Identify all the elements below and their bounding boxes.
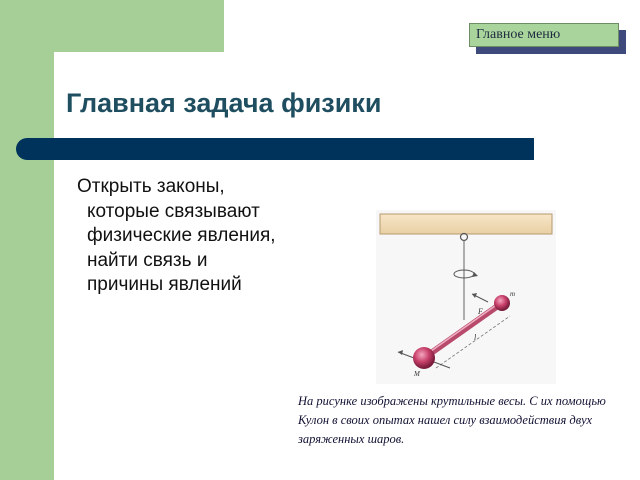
torsion-balance-figure xyxy=(376,210,556,384)
top-decor-band xyxy=(0,0,224,52)
slide-title: Главная задача физики xyxy=(66,88,382,118)
left-decor-band xyxy=(0,0,54,480)
figure-caption: На рисунке изображены крутильные весы. С их помощью Кулон в своих опытах нашел силу взаимодействия двух заряженных шаров. xyxy=(298,394,606,446)
label-big-m: M xyxy=(414,370,420,378)
label-l: l xyxy=(474,333,477,342)
label-f: F xyxy=(478,307,483,316)
decor-corner xyxy=(54,52,94,92)
label-m: m xyxy=(510,290,516,298)
title-underline-bar xyxy=(16,138,534,160)
ceiling-beam xyxy=(380,214,552,234)
small-ball xyxy=(494,295,510,311)
slide-body-text: Открыть законы, которые связывают физические явления, найти связь и причины явлений xyxy=(77,176,276,295)
figure-background xyxy=(376,210,556,384)
large-ball xyxy=(413,347,435,369)
main-menu-button[interactable]: Главное меню xyxy=(469,23,619,47)
